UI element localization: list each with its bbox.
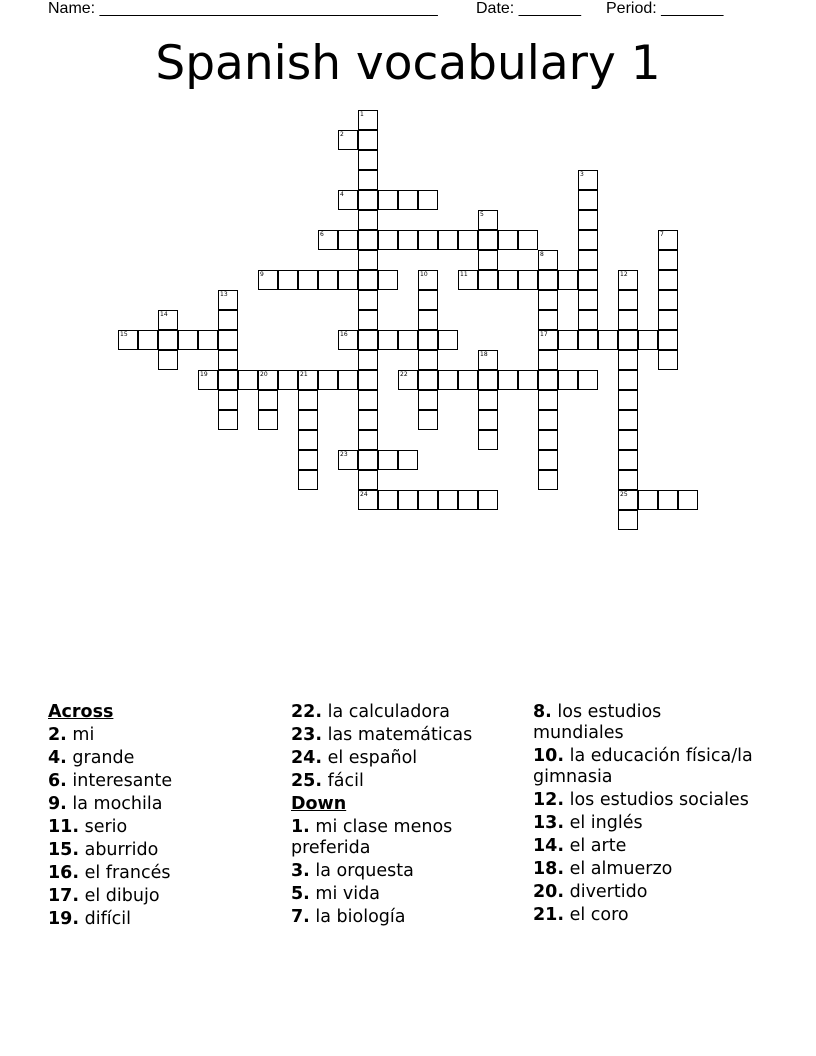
grid-cell[interactable] bbox=[358, 310, 378, 330]
grid-cell[interactable] bbox=[618, 510, 638, 530]
grid-cell[interactable] bbox=[618, 410, 638, 430]
across-clue bbox=[48, 863, 278, 884]
clue-number-label: 11 bbox=[460, 271, 468, 278]
across-clue bbox=[291, 748, 521, 769]
grid-cell[interactable] bbox=[438, 330, 458, 350]
clue-text: la mochila bbox=[72, 794, 163, 814]
clue-number-label: 22 bbox=[400, 371, 408, 378]
clue-number: 2. bbox=[48, 725, 67, 745]
grid-cell[interactable] bbox=[138, 330, 158, 350]
grid-cell[interactable] bbox=[258, 270, 278, 290]
clue-text: la biología bbox=[315, 907, 406, 927]
grid-cell[interactable] bbox=[358, 190, 378, 210]
grid-cell[interactable] bbox=[358, 390, 378, 410]
grid-cell[interactable] bbox=[298, 470, 318, 490]
grid-cell[interactable] bbox=[538, 430, 558, 450]
grid-cell[interactable] bbox=[158, 310, 178, 330]
grid-cell[interactable] bbox=[578, 230, 598, 250]
across-clue bbox=[48, 771, 278, 792]
grid-cell[interactable] bbox=[638, 330, 658, 350]
grid-cell[interactable] bbox=[618, 390, 638, 410]
grid-cell[interactable] bbox=[658, 250, 678, 270]
clue-number-label: 17 bbox=[540, 331, 548, 338]
grid-cell[interactable] bbox=[478, 270, 498, 290]
grid-cell[interactable] bbox=[538, 310, 558, 330]
clue-number: 4. bbox=[48, 748, 67, 768]
down-clue bbox=[291, 817, 521, 859]
grid-cell[interactable] bbox=[258, 370, 278, 390]
grid-cell[interactable] bbox=[478, 230, 498, 250]
clue-number-label: 9 bbox=[260, 271, 264, 278]
grid-cell[interactable] bbox=[378, 450, 398, 470]
clue-text: el inglés bbox=[569, 813, 643, 833]
grid-cell[interactable] bbox=[318, 230, 338, 250]
grid-cell[interactable] bbox=[418, 350, 438, 370]
clue-number: 5. bbox=[291, 884, 310, 904]
down-clue bbox=[533, 836, 753, 857]
grid-cell[interactable] bbox=[358, 170, 378, 190]
grid-cell[interactable] bbox=[298, 390, 318, 410]
grid-cell[interactable] bbox=[658, 350, 678, 370]
grid-cell[interactable] bbox=[538, 350, 558, 370]
grid-cell[interactable] bbox=[478, 430, 498, 450]
grid-cell[interactable] bbox=[618, 330, 638, 350]
grid-cell[interactable] bbox=[498, 270, 518, 290]
clue-number: 19. bbox=[48, 909, 80, 929]
grid-cell[interactable] bbox=[298, 450, 318, 470]
clue-number-label: 3 bbox=[580, 171, 584, 178]
clue-number: 22. bbox=[291, 702, 323, 722]
across-clue bbox=[48, 817, 278, 838]
grid-cell[interactable] bbox=[398, 370, 418, 390]
grid-cell[interactable] bbox=[358, 370, 378, 390]
across-heading: Across bbox=[48, 702, 114, 722]
grid-cell[interactable] bbox=[578, 330, 598, 350]
grid-cell[interactable] bbox=[578, 370, 598, 390]
period-field: Period: _______ bbox=[606, 0, 724, 17]
clue-text: los estudios mundiales bbox=[533, 702, 662, 743]
grid-cell[interactable] bbox=[538, 390, 558, 410]
grid-cell[interactable] bbox=[578, 250, 598, 270]
clue-column-3 bbox=[533, 702, 753, 928]
down-clue bbox=[533, 702, 753, 744]
clue-number: 24. bbox=[291, 748, 323, 768]
clue-text: el coro bbox=[569, 905, 629, 925]
grid-cell[interactable] bbox=[618, 490, 638, 510]
clue-number: 17. bbox=[48, 886, 80, 906]
clue-text: aburrido bbox=[84, 840, 159, 860]
grid-cell[interactable] bbox=[538, 250, 558, 270]
clue-number: 10. bbox=[533, 746, 565, 766]
clue-number-label: 21 bbox=[300, 371, 308, 378]
grid-cell[interactable] bbox=[418, 490, 438, 510]
clue-number: 1. bbox=[291, 817, 310, 837]
grid-cell[interactable] bbox=[438, 230, 458, 250]
grid-cell[interactable] bbox=[358, 430, 378, 450]
grid-cell[interactable] bbox=[638, 490, 658, 510]
down-clue bbox=[533, 882, 753, 903]
page-title: Spanish vocabulary 1 bbox=[155, 36, 661, 91]
grid-cell[interactable] bbox=[658, 290, 678, 310]
grid-cell[interactable] bbox=[338, 330, 358, 350]
grid-cell[interactable] bbox=[458, 370, 478, 390]
grid-cell[interactable] bbox=[598, 330, 618, 350]
grid-cell[interactable] bbox=[618, 450, 638, 470]
clue-text: fácil bbox=[327, 771, 364, 791]
clue-number: 12. bbox=[533, 790, 565, 810]
grid-cell[interactable] bbox=[378, 270, 398, 290]
grid-cell[interactable] bbox=[378, 190, 398, 210]
grid-cell[interactable] bbox=[338, 450, 358, 470]
clue-number: 23. bbox=[291, 725, 323, 745]
grid-cell[interactable] bbox=[418, 370, 438, 390]
grid-cell[interactable] bbox=[618, 470, 638, 490]
grid-cell[interactable] bbox=[338, 270, 358, 290]
grid-cell[interactable] bbox=[378, 330, 398, 350]
grid-cell[interactable] bbox=[478, 370, 498, 390]
clue-number: 9. bbox=[48, 794, 67, 814]
grid-cell[interactable] bbox=[318, 370, 338, 390]
grid-cell[interactable] bbox=[458, 230, 478, 250]
clue-number-label: 13 bbox=[220, 291, 228, 298]
clue-number-label: 4 bbox=[340, 191, 344, 198]
clue-column-2 bbox=[291, 702, 521, 930]
grid-cell[interactable] bbox=[218, 290, 238, 310]
grid-cell[interactable] bbox=[418, 270, 438, 290]
grid-cell[interactable] bbox=[218, 410, 238, 430]
clue-number-label: 20 bbox=[260, 371, 268, 378]
grid-cell[interactable] bbox=[498, 370, 518, 390]
clue-number-label: 19 bbox=[200, 371, 208, 378]
clue-text: el dibujo bbox=[84, 886, 160, 906]
grid-cell[interactable] bbox=[178, 330, 198, 350]
clue-text: mi clase menos preferida bbox=[291, 817, 453, 858]
clue-number: 6. bbox=[48, 771, 67, 791]
clue-number-label: 7 bbox=[660, 231, 664, 238]
grid-cell[interactable] bbox=[398, 330, 418, 350]
grid-cell[interactable] bbox=[398, 450, 418, 470]
clue-text: interesante bbox=[72, 771, 173, 791]
grid-cell[interactable] bbox=[438, 490, 458, 510]
clue-number: 13. bbox=[533, 813, 565, 833]
grid-cell[interactable] bbox=[618, 370, 638, 390]
grid-cell[interactable] bbox=[338, 130, 358, 150]
grid-cell[interactable] bbox=[278, 370, 298, 390]
grid-cell[interactable] bbox=[658, 330, 678, 350]
grid-cell[interactable] bbox=[658, 490, 678, 510]
grid-cell[interactable] bbox=[218, 370, 238, 390]
grid-cell[interactable] bbox=[658, 230, 678, 250]
grid-cell[interactable] bbox=[578, 210, 598, 230]
grid-cell[interactable] bbox=[478, 210, 498, 230]
grid-cell[interactable] bbox=[198, 330, 218, 350]
grid-cell[interactable] bbox=[578, 190, 598, 210]
clue-number-label: 23 bbox=[340, 451, 348, 458]
grid-cell[interactable] bbox=[358, 350, 378, 370]
grid-cell[interactable] bbox=[378, 230, 398, 250]
grid-cell[interactable] bbox=[518, 270, 538, 290]
down-clue bbox=[533, 790, 753, 811]
clue-text: mi vida bbox=[315, 884, 380, 904]
down-clue bbox=[533, 859, 753, 880]
clue-text: la calculadora bbox=[327, 702, 450, 722]
clue-number-label: 8 bbox=[540, 251, 544, 258]
grid-cell[interactable] bbox=[358, 130, 378, 150]
grid-cell[interactable] bbox=[158, 350, 178, 370]
clue-number-label: 6 bbox=[320, 231, 324, 238]
clue-number: 20. bbox=[533, 882, 565, 902]
grid-cell[interactable] bbox=[478, 390, 498, 410]
across-clue bbox=[291, 725, 521, 746]
grid-cell[interactable] bbox=[438, 370, 458, 390]
clue-number: 14. bbox=[533, 836, 565, 856]
clue-text: el español bbox=[327, 748, 418, 768]
grid-cell[interactable] bbox=[478, 490, 498, 510]
clue-number-label: 24 bbox=[360, 491, 368, 498]
grid-cell[interactable] bbox=[618, 350, 638, 370]
grid-cell[interactable] bbox=[458, 270, 478, 290]
grid-cell[interactable] bbox=[278, 270, 298, 290]
across-clue bbox=[48, 909, 278, 930]
grid-cell[interactable] bbox=[298, 370, 318, 390]
clue-number: 16. bbox=[48, 863, 80, 883]
grid-cell[interactable] bbox=[418, 390, 438, 410]
clue-text: la educación física/la gimnasia bbox=[533, 746, 753, 787]
grid-cell[interactable] bbox=[398, 230, 418, 250]
grid-cell[interactable] bbox=[358, 230, 378, 250]
grid-cell[interactable] bbox=[358, 290, 378, 310]
grid-cell[interactable] bbox=[398, 190, 418, 210]
down-heading: Down bbox=[291, 794, 347, 814]
grid-cell[interactable] bbox=[298, 270, 318, 290]
clue-number-label: 2 bbox=[340, 131, 344, 138]
clue-number: 8. bbox=[533, 702, 552, 722]
grid-cell[interactable] bbox=[218, 330, 238, 350]
clue-number-label: 16 bbox=[340, 331, 348, 338]
grid-cell[interactable] bbox=[538, 450, 558, 470]
grid-cell[interactable] bbox=[358, 210, 378, 230]
grid-cell[interactable] bbox=[538, 270, 558, 290]
grid-cell[interactable] bbox=[578, 290, 598, 310]
grid-cell[interactable] bbox=[518, 370, 538, 390]
clue-number: 7. bbox=[291, 907, 310, 927]
down-clue bbox=[291, 884, 521, 905]
clue-number-label: 15 bbox=[120, 331, 128, 338]
grid-cell[interactable] bbox=[398, 490, 418, 510]
clue-text: los estudios sociales bbox=[569, 790, 749, 810]
across-clue bbox=[48, 725, 278, 746]
grid-cell[interactable] bbox=[618, 430, 638, 450]
across-clue bbox=[48, 840, 278, 861]
grid-cell[interactable] bbox=[258, 410, 278, 430]
grid-cell[interactable] bbox=[338, 370, 358, 390]
clue-text: mi bbox=[72, 725, 95, 745]
clue-number-label: 18 bbox=[480, 351, 488, 358]
down-clue bbox=[291, 907, 521, 928]
grid-cell[interactable] bbox=[538, 370, 558, 390]
grid-cell[interactable] bbox=[218, 390, 238, 410]
grid-cell[interactable] bbox=[358, 330, 378, 350]
grid-cell[interactable] bbox=[358, 450, 378, 470]
grid-cell[interactable] bbox=[358, 250, 378, 270]
grid-cell[interactable] bbox=[478, 350, 498, 370]
clue-text: grande bbox=[72, 748, 135, 768]
grid-cell[interactable] bbox=[538, 410, 558, 430]
grid-cell[interactable] bbox=[458, 490, 478, 510]
clue-number: 15. bbox=[48, 840, 80, 860]
clue-column-1 bbox=[48, 702, 278, 932]
down-clue bbox=[291, 861, 521, 882]
down-clue bbox=[533, 905, 753, 926]
grid-cell[interactable] bbox=[118, 330, 138, 350]
grid-cell[interactable] bbox=[418, 330, 438, 350]
clue-number: 21. bbox=[533, 905, 565, 925]
grid-cell[interactable] bbox=[478, 250, 498, 270]
clue-text: divertido bbox=[569, 882, 648, 902]
clue-number-label: 1 bbox=[360, 111, 364, 118]
grid-cell[interactable] bbox=[418, 310, 438, 330]
grid-cell[interactable] bbox=[378, 490, 398, 510]
grid-cell[interactable] bbox=[578, 270, 598, 290]
grid-cell[interactable] bbox=[538, 470, 558, 490]
grid-cell[interactable] bbox=[578, 170, 598, 190]
grid-cell[interactable] bbox=[538, 290, 558, 310]
across-clue bbox=[291, 702, 521, 723]
grid-cell[interactable] bbox=[618, 270, 638, 290]
grid-cell[interactable] bbox=[298, 410, 318, 430]
across-clue bbox=[48, 886, 278, 907]
clue-number: 3. bbox=[291, 861, 310, 881]
clue-number: 25. bbox=[291, 771, 323, 791]
clue-number: 11. bbox=[48, 817, 80, 837]
grid-cell[interactable] bbox=[418, 190, 438, 210]
grid-cell[interactable] bbox=[158, 330, 178, 350]
clue-text: serio bbox=[84, 817, 128, 837]
grid-cell[interactable] bbox=[358, 490, 378, 510]
grid-cell[interactable] bbox=[678, 490, 698, 510]
clue-number-label: 10 bbox=[420, 271, 428, 278]
clue-text: el francés bbox=[84, 863, 171, 883]
grid-cell[interactable] bbox=[558, 370, 578, 390]
grid-cell[interactable] bbox=[558, 270, 578, 290]
grid-cell[interactable] bbox=[218, 350, 238, 370]
grid-cell[interactable] bbox=[338, 230, 358, 250]
grid-cell[interactable] bbox=[658, 310, 678, 330]
grid-cell[interactable] bbox=[338, 190, 358, 210]
grid-cell[interactable] bbox=[418, 410, 438, 430]
grid-cell[interactable] bbox=[318, 270, 338, 290]
clue-number-label: 14 bbox=[160, 311, 168, 318]
grid-cell[interactable] bbox=[478, 410, 498, 430]
across-clue bbox=[48, 748, 278, 769]
grid-cell[interactable] bbox=[578, 310, 598, 330]
grid-cell[interactable] bbox=[358, 410, 378, 430]
grid-cell[interactable] bbox=[238, 370, 258, 390]
grid-cell[interactable] bbox=[498, 230, 518, 250]
grid-cell[interactable] bbox=[518, 230, 538, 250]
grid-cell[interactable] bbox=[358, 270, 378, 290]
down-clue bbox=[533, 746, 753, 788]
grid-cell[interactable] bbox=[618, 310, 638, 330]
grid-cell[interactable] bbox=[358, 470, 378, 490]
clue-number-label: 25 bbox=[620, 491, 628, 498]
clue-text: las matemáticas bbox=[327, 725, 473, 745]
grid-cell[interactable] bbox=[538, 330, 558, 350]
grid-cell[interactable] bbox=[418, 230, 438, 250]
down-clue bbox=[533, 813, 753, 834]
clue-number-label: 12 bbox=[620, 271, 628, 278]
grid-cell[interactable] bbox=[298, 430, 318, 450]
date-field: Date: _______ bbox=[476, 0, 581, 17]
grid-cell[interactable] bbox=[558, 330, 578, 350]
clue-text: difícil bbox=[84, 909, 131, 929]
grid-cell[interactable] bbox=[358, 150, 378, 170]
grid-cell[interactable] bbox=[258, 390, 278, 410]
across-clue bbox=[291, 771, 521, 792]
grid-cell[interactable] bbox=[658, 270, 678, 290]
clue-text: la orquesta bbox=[315, 861, 414, 881]
name-field: Name: ______________________________________ bbox=[48, 0, 438, 17]
clue-number: 18. bbox=[533, 859, 565, 879]
across-clue bbox=[48, 794, 278, 815]
clue-number-label: 5 bbox=[480, 211, 484, 218]
grid-cell[interactable] bbox=[198, 370, 218, 390]
clue-text: el almuerzo bbox=[569, 859, 673, 879]
clue-text: el arte bbox=[569, 836, 627, 856]
grid-cell[interactable] bbox=[618, 290, 638, 310]
grid-cell[interactable] bbox=[418, 290, 438, 310]
grid-cell[interactable] bbox=[218, 310, 238, 330]
grid-cell[interactable] bbox=[358, 110, 378, 130]
